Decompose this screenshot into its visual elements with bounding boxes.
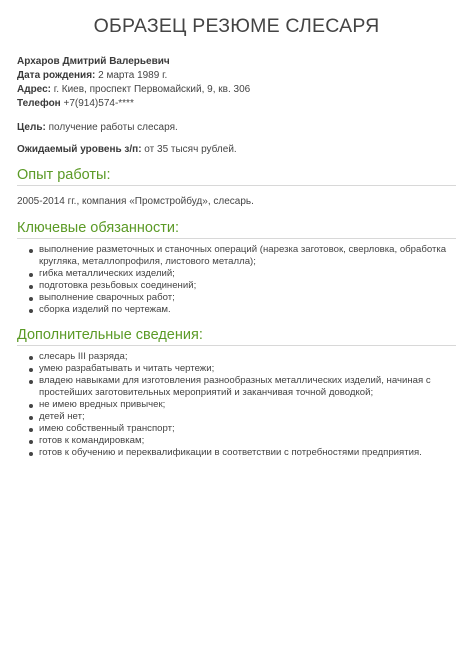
list-item-text: умею разрабатывать и читать чертежи; — [39, 363, 215, 374]
extra-info-list — [17, 351, 456, 459]
salary-label: Ожидаемый уровень з/п: — [17, 144, 142, 155]
list-item-text: владею навыками для изготовления разнообразных металлических изделий, начиная с простейших заготовительных мероприятий и заканчивая точной доводкой; — [39, 375, 431, 398]
experience-heading: Опыт работы: — [17, 166, 456, 186]
salary-row — [17, 143, 456, 157]
list-item — [29, 280, 456, 292]
bullet-icon — [29, 249, 33, 253]
phone-label: Телефон — [17, 98, 61, 109]
address-label: Адрес: — [17, 84, 51, 95]
list-item — [29, 447, 456, 459]
list-item — [29, 351, 456, 363]
list-item — [29, 304, 456, 316]
list-item — [29, 435, 456, 447]
list-item-text: сборка изделий по чертежам. — [39, 304, 171, 315]
bullet-icon — [29, 416, 33, 420]
list-item — [29, 292, 456, 304]
goal-label: Цель: — [17, 122, 46, 133]
full-name-row — [17, 55, 456, 69]
extra-info-heading: Дополнительные сведения: — [17, 326, 456, 346]
list-item-text: имею собственный транспорт; — [39, 423, 175, 434]
birth-date-value: 2 марта 1989 г. — [95, 70, 168, 81]
list-item-text: гибка металлических изделий; — [39, 268, 175, 279]
birth-date-row — [17, 69, 456, 83]
address-row — [17, 83, 456, 97]
list-item — [29, 411, 456, 423]
bullet-icon — [29, 273, 33, 277]
bullet-icon — [29, 309, 33, 313]
list-item — [29, 363, 456, 375]
list-item-text: готов к обучению и переквалификации в соответствии с потребностями предприятия. — [39, 447, 422, 458]
birth-date-label: Дата рождения: — [17, 70, 96, 81]
bullet-icon — [29, 368, 33, 372]
bullet-icon — [29, 428, 33, 432]
list-item-text: готов к командировкам; — [39, 435, 145, 446]
personal-info — [17, 55, 456, 111]
bullet-icon — [29, 452, 33, 456]
duties-list — [17, 244, 456, 316]
list-item — [29, 268, 456, 280]
address-value: г. Киев, проспект Первомайский, 9, кв. 306 — [51, 84, 251, 95]
bullet-icon — [29, 285, 33, 289]
page-title: ОБРАЗЕЦ РЕЗЮМЕ СЛЕСАРЯ — [93, 15, 380, 37]
goal-value: получение работы слесаря. — [45, 122, 178, 133]
phone-value: +7(914)574-**** — [60, 98, 134, 109]
full-name: Архаров Дмитрий Валерьевич — [17, 56, 170, 67]
goal-row — [17, 121, 456, 135]
list-item — [29, 375, 456, 399]
list-item-text: не имею вредных привычек; — [39, 399, 166, 410]
list-item-text: слесарь III разряда; — [39, 351, 128, 362]
bullet-icon — [29, 440, 33, 444]
list-item-text: выполнение сварочных работ; — [39, 292, 175, 303]
duties-heading: Ключевые обязанности: — [17, 219, 456, 239]
experience-text: 2005-2014 гг., компания «Промстройбуд», слесарь. — [17, 196, 254, 207]
list-item-text: выполнение разметочных и станочных операций (нарезка заготовок, сверловка, обработка круглякa, металлопрофиля, листового металла); — [39, 244, 447, 267]
list-item-text: подготовка резьбовых соединений; — [39, 280, 197, 291]
list-item-text: детей нет; — [39, 411, 85, 422]
bullet-icon — [29, 356, 33, 360]
phone-row — [17, 97, 456, 111]
bullet-icon — [29, 297, 33, 301]
list-item — [29, 423, 456, 435]
list-item — [29, 244, 456, 268]
salary-value: от 35 тысяч рублей. — [141, 144, 237, 155]
bullet-icon — [29, 404, 33, 408]
list-item — [29, 399, 456, 411]
bullet-icon — [29, 380, 33, 384]
